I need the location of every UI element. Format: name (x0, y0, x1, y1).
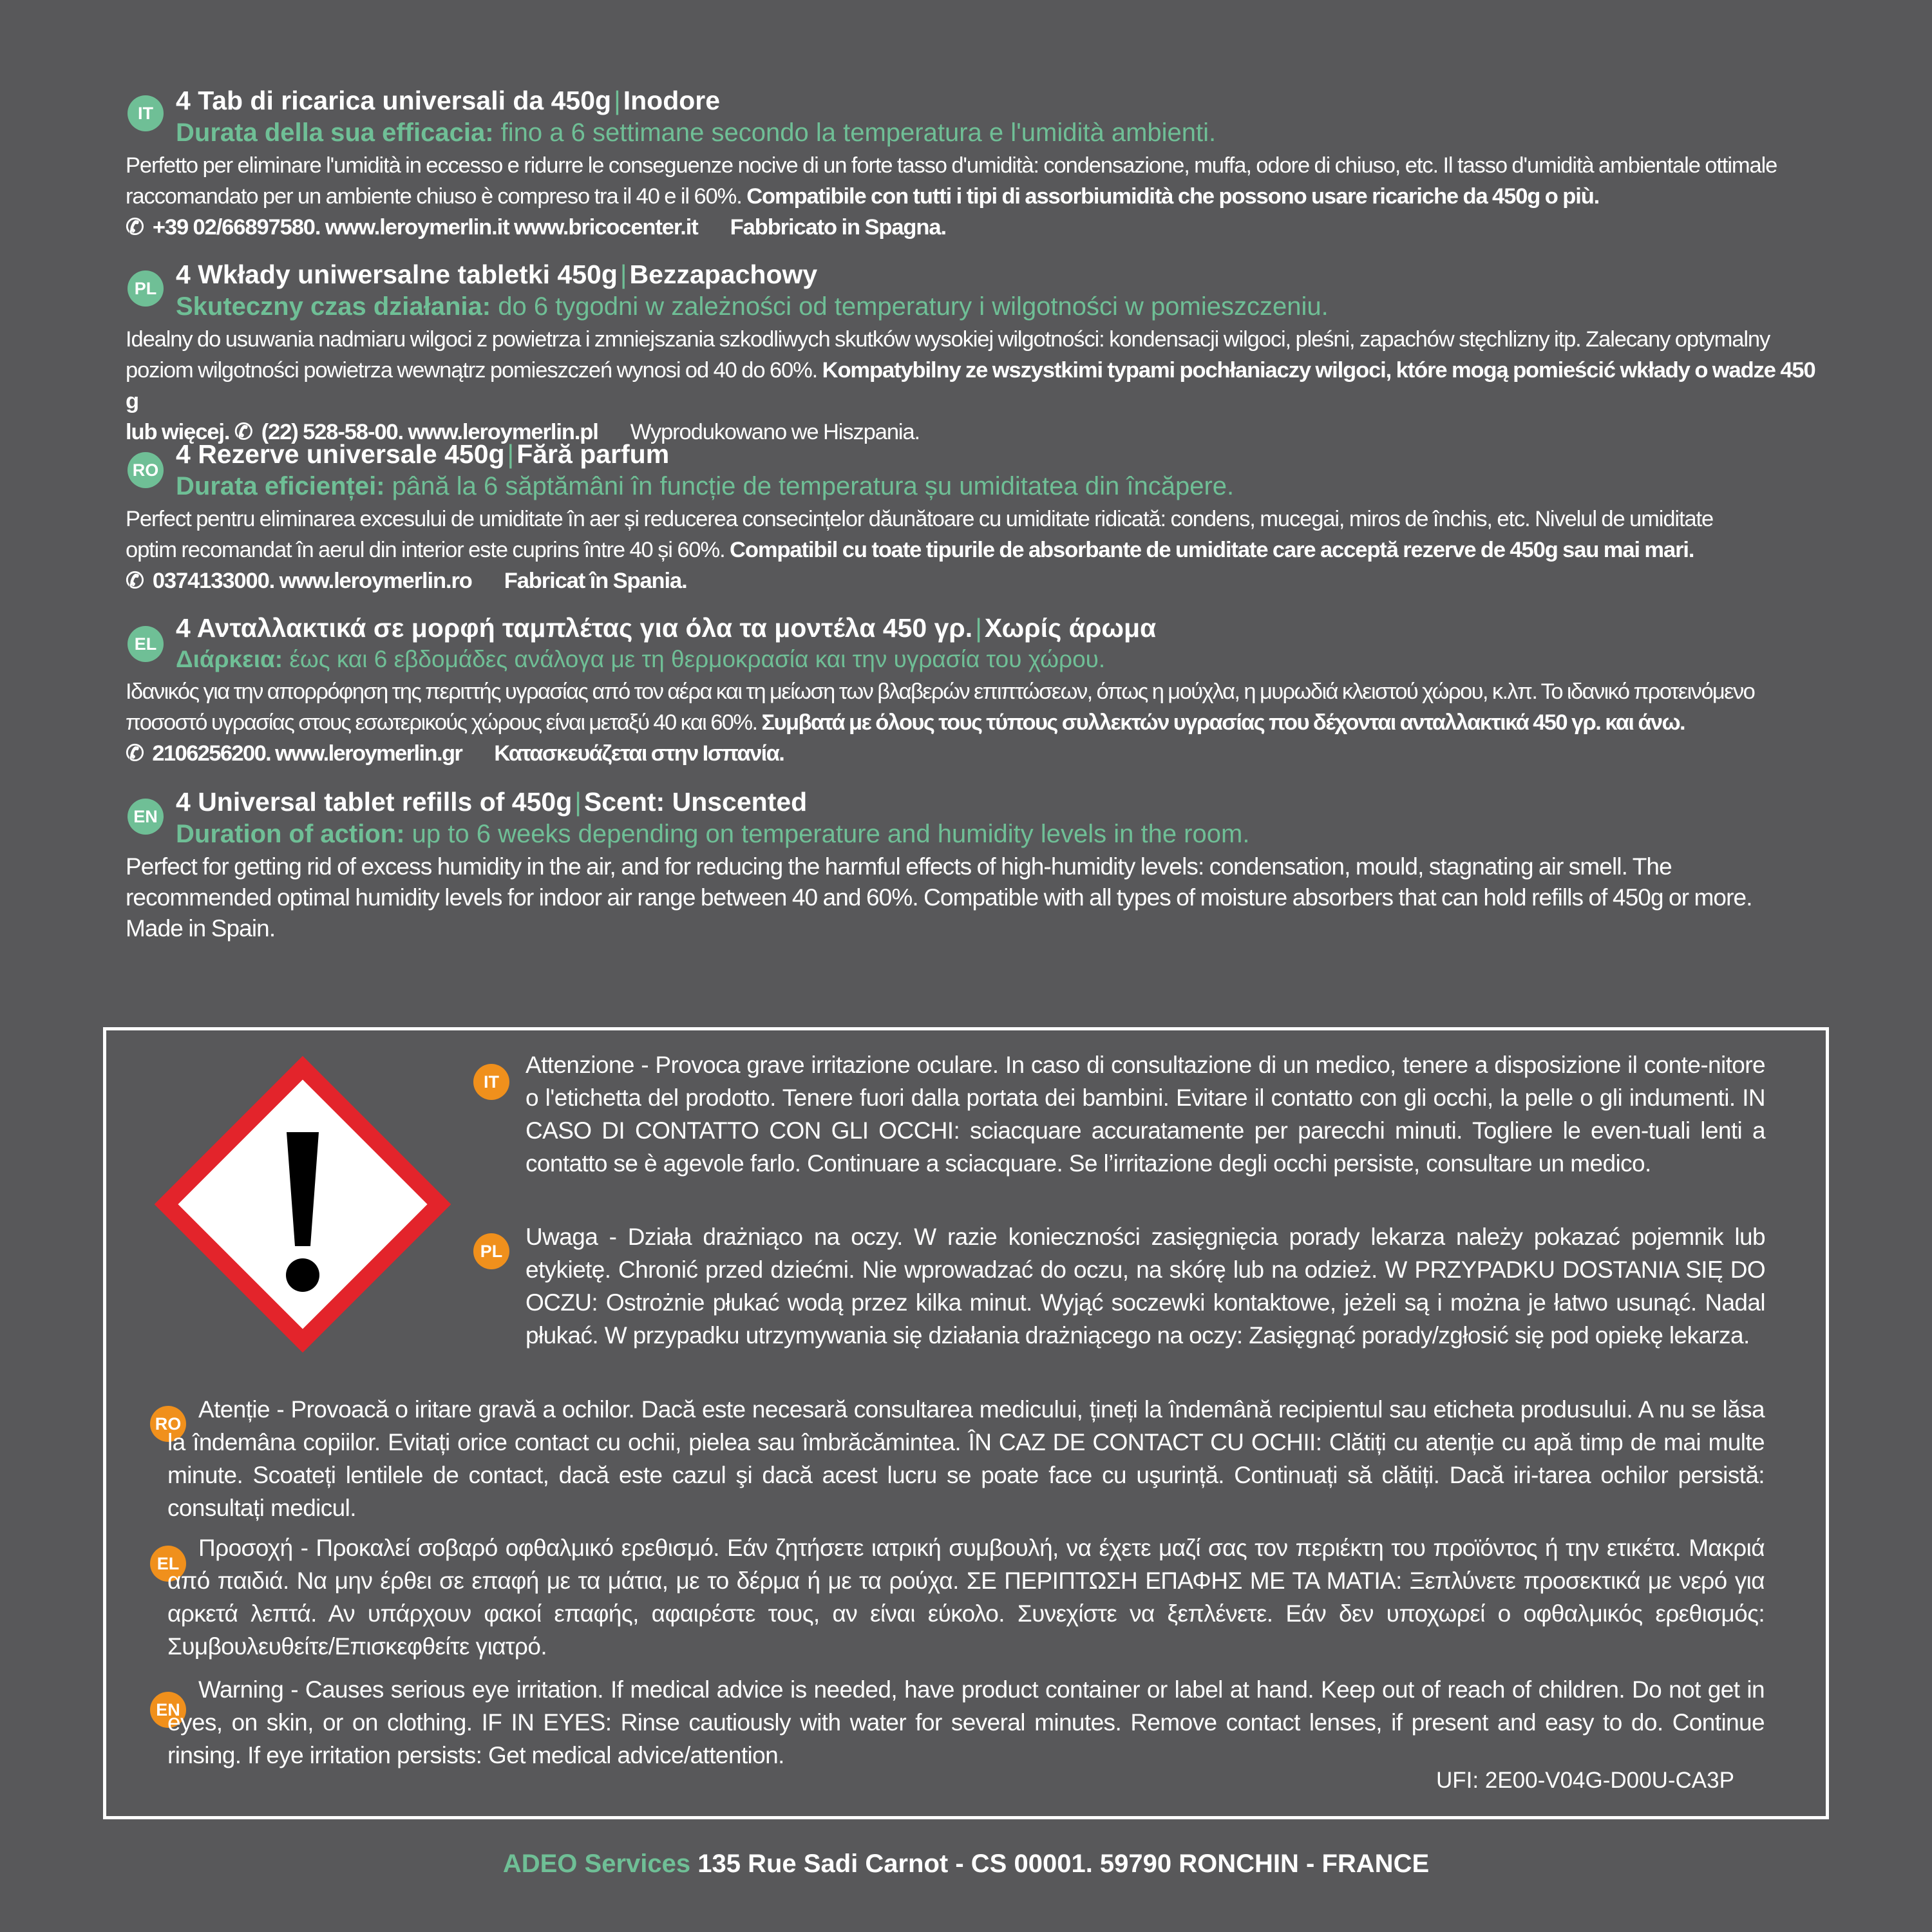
lang-badge-pl: PL (128, 270, 164, 307)
phone-icon: ✆ (234, 420, 252, 444)
en-description: Perfect for getting rid of excess humidity in the air, and for reducing the harmful effects of high-humidity levels: condensation, mould, stagnating air smell. The recommended optimal humidity levels for indoor air range between 40 and 60%. Compatible with all types of moisture absorbers that can hold refills of 450g or more. Made in Spain. (126, 853, 1752, 942)
warning-text-pl: Uwaga - Działa drażniąco na oczy. W razie konieczności zasięgnięcia porady lekarza należy pokazać pojemnik lub etykietę. Chronić przed dziećmi. Nie wprowadzać do oczu, na skórę lub na odzież. W PRZYPADKU DOSTANIA SIĘ DO OCZU: Ostrożnie płukać wodą przez kilka minut. Wyjąć soczewki kontaktowe, jeżeli są i można je łatwo usunąć. Nadal płukać. W przypadku utrzymywania się działania drażniącego na oczy: Zasięgnąć porady/zgłosić się pod opiekę lekarza. (526, 1224, 1765, 1349)
lang-badge-it: IT (128, 95, 164, 131)
it-duration: Durata della sua efficacia: fino a 6 settimane secondo la temperatura e l'umidità ambienti. (176, 118, 1217, 147)
warning-text-ro: Atenție - Provoacă o iritare gravă a ochilor. Dacă este necesară consultarea medicului, țineți la îndemână recipientul sau eticheta produsului. A nu se lăsa la îndemâna copiilor. Evitați orice contact cu ochii, pielea sau îmbrăcămintea. ÎN CAZ DE CONTACT CU OCHII: Clătiți cu atenție cu apă timp de mai multe minute. Scoateți lentilele de contact, dacă este cazul şi dacă acest lucru se poate face cu uşurință. Continuați să clătiți. Dacă iri-tarea ochilor persistă: consultați medicul. (167, 1396, 1765, 1521)
warning-badge-ro: RO (150, 1406, 186, 1442)
ro-duration: Durata eficienței: până la 6 săptămâni în funcție de temperatura șu umiditatea din încăpere. (176, 472, 1235, 500)
warning-badge-pl: PL (473, 1233, 509, 1269)
ghs-exclamation-pictogram-icon (155, 1056, 451, 1352)
phone-icon: ✆ (126, 215, 144, 240)
warning-text-en: Warning - Causes serious eye irritation. If medical advice is needed, have product container or label at hand. Keep out of reach of children. Do not get in eyes, on skin, or on clothing. IF IN EYES: Rinse cautiously with water for several minutes. Remove contact lenses, if present and easy to do. Continue rinsing. If eye irritation persists: Get medical advice/attention. (167, 1676, 1765, 1768)
lang-badge-el: EL (128, 626, 164, 662)
en-duration: Duration of action: up to 6 weeks depending on temperature and humidity levels in the room. (176, 820, 1250, 848)
warning-badge-en: EN (150, 1692, 186, 1728)
warning-badge-el: EL (150, 1546, 186, 1582)
manufacturer-address: ADEO Services 135 Rue Sadi Carnot - CS 00001. 59790 RONCHIN - FRANCE (502, 1850, 1430, 1878)
phone-icon: ✆ (126, 741, 144, 766)
ro-description: Perfect pentru eliminarea excesului de umiditate în aer și reducerea consecințelor dăunătoare cu umiditate ridicată: condens, mucegai, miros de închis, etc. Nivelul de umiditate optim recomandat în aerul din interior este cuprins între 40 și 60%. Compatibil cu toate tipurile de absorbante de umiditate care acceptă rezerve de 450g sau mai mari. ✆ 0374133000. www.leroymerlin.ro Fabricat în Spania. (126, 504, 1826, 596)
ufi-code: UFI: 2E00-V04G-D00U-CA3P (1436, 1768, 1734, 1793)
lang-badge-en: EN (128, 799, 164, 835)
ro-title: 4 Rezerve universale 450g|Fără parfum (176, 439, 670, 469)
pl-description: Idealny do usuwania nadmiaru wilgoci z powietrza i zmniejszania szkodliwych skutków wysokiej wilgotności: kondensacji wilgoci, pleśni, zapachów stęchlizny itp. Zalecany optymalny poziom wilgotności powietrza wewnątrz pomieszczeń wynosi od 40 do 60%. Kompatybilny ze wszystkimi typami pochłaniaczy wilgoci, które mogą pomieścić wkłady o wadze 450 g lub więcej. ✆ (22) 528-58-00. www.leroymerlin.pl Wyprodukowano we Hiszpania. (126, 324, 1826, 448)
el-duration: Διάρκεια: έως και 6 εβδομάδες ανάλογα με τη θερμοκρασία και την υγρασία του χώρου. (176, 646, 1106, 672)
it-title: 4 Tab di ricarica universali da 450g|Inodore (176, 86, 721, 115)
el-title: 4 Ανταλλακτικά σε μορφή ταμπλέτας για όλα τα μοντέλα 450 γρ.|Χωρίς άρωμα (176, 613, 1157, 643)
el-description: Ιδανικός για την απορρόφηση της περιττής υγρασίας από τον αέρα και τη μείωση των βλαβερών επιπτώσεων, όπως η μούχλα, η μυρωδιά κλειστού χώρου, κ.λπ. Το ιδανικό προτεινόμενο ποσοστό υγρασίας στους εσωτερικούς χώρους είναι μεταξύ 40 και 60%. Συμβατά με όλους τους τύπους συλλεκτών υγρασίας που δέχονται ανταλλακτικά 450 γρ. και άνω. ✆ 2106256200. www.leroymerlin.gr Κατασκευάζεται στην Ισπανία. (126, 676, 1826, 769)
pl-title: 4 Wkłady uniwersalne tabletki 450g|Bezzapachowy (176, 260, 818, 289)
warning-badge-it: IT (473, 1064, 509, 1100)
phone-icon: ✆ (126, 569, 144, 593)
warning-text-el: Προσοχή - Προκαλεί σοβαρό οφθαλμικό ερεθισμό. Εάν ζητήσετε ιατρική συμβουλή, να έχετε μαζί σας τον περιέκτη του προϊόντος ή την ετικέτα. Μακριά από παιδιά. Να μην έρθει σε επαφή με τα μάτια, με το δέρμα ή με τα ρούχα. ΣΕ ΠΕΡΙΠΤΩΣΗ ΕΠΑΦΗΣ ΜΕ ΤΑ ΜΑΤΙΑ: Ξεπλύνετε προσεκτικά με νερό για αρκετά λεπτά. Αν υπάρχουν φακοί επαφής, αφαιρέστε τους, αν είναι εύκολο. Συνεχίστε να ξεπλένετε. Εάν δεν υποχωρεί ο οφθαλμικός ερεθισμός: Συμβουλευθείτε/Επισκεφθείτε γιατρό. (167, 1535, 1765, 1660)
en-title: 4 Universal tablet refills of 450g|Scent: Unscented (176, 787, 808, 817)
it-description: Perfetto per eliminare l'umidità in eccesso e ridurre le conseguenze nocive di un forte tasso d'umidità: condensazione, muffa, odore di chiuso, etc. Il tasso d'umidità ambientale ottimale raccomandato per un ambiente chiuso è compreso tra il 40 e il 60%. Compatibile con tutti i tipi di assorbiumidità che possono usare ricariche da 450g o più. ✆ +39 02/66897580. www.leroymerlin.it www.bricocenter.it Fabbricato in Spagna. (126, 150, 1826, 243)
warning-text-it: Attenzione - Provoca grave irritazione oculare. In caso di consultazione di un medico, tenere a disposizione il conte-nitore o l'etichetta del prodotto. Tenere fuori dalla portata dei bambini. Evitare il contatto con gli occhi, la pelle o gli indumenti. IN CASO DI CONTATTO CON GLI OCCHI: sciacquare accuratamente per parecchi minuti. Togliere le even-tuali lenti a contatto se è agevole farlo. Continuare a sciacquare. Se l’irritazione degli occhi persiste, consultare un medico. (526, 1052, 1765, 1177)
pl-duration: Skuteczny czas działania: do 6 tygodni w zależności od temperatury i wilgotności w pomieszczeniu. (176, 292, 1329, 321)
lang-badge-ro: RO (128, 452, 164, 488)
